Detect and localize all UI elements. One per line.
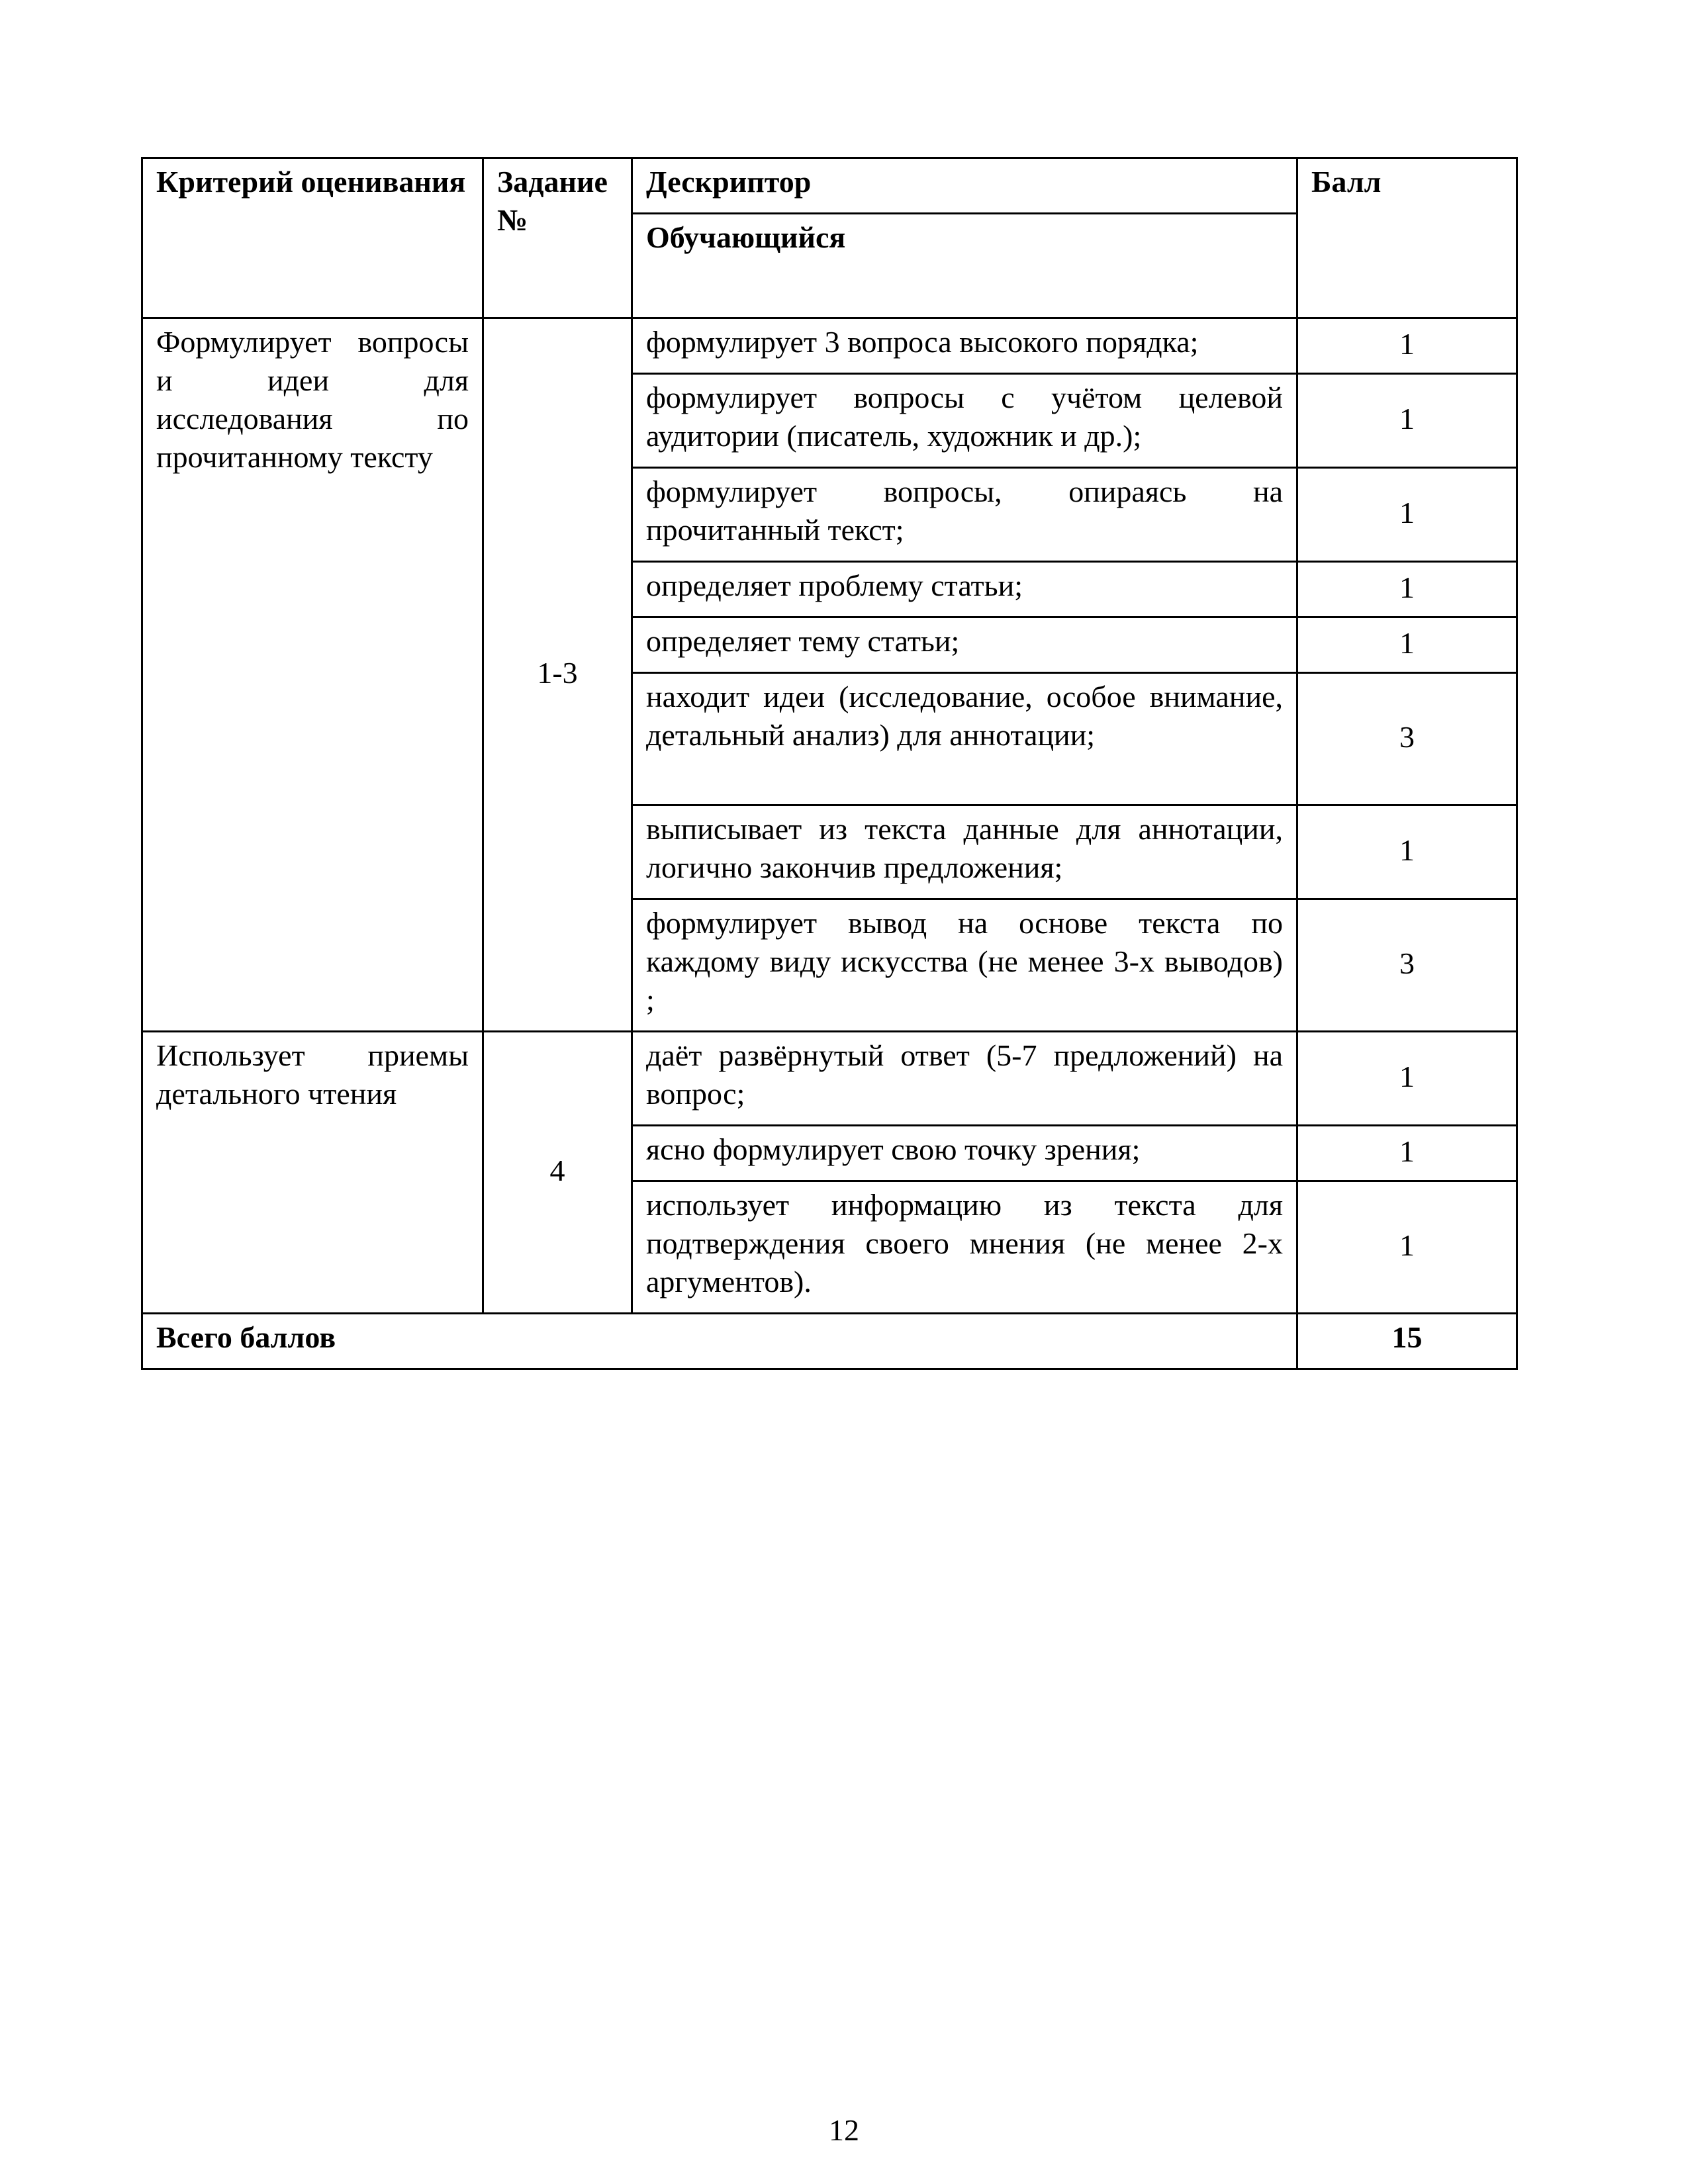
task-number-cell: 4 xyxy=(483,1032,632,1314)
table-row xyxy=(142,318,1517,374)
score-cell: 1 xyxy=(1297,374,1517,468)
page-number: 12 xyxy=(829,2113,859,2147)
descriptor-cell: определяет проблему статьи; xyxy=(632,562,1297,617)
score-cell: 3 xyxy=(1297,899,1517,1032)
score-cell: 1 xyxy=(1297,1126,1517,1181)
descriptor-cell: формулирует 3 вопроса высокого порядка; xyxy=(632,318,1297,374)
criterion-cell: Использует приемы детального чтения xyxy=(142,1032,483,1314)
descriptor-cell: использует информацию из текста для подтверждения своего мнения (не менее 2-х аргументов). xyxy=(632,1181,1297,1314)
descriptor-cell: находит идеи (исследование, особое внимание, детальный анализ) для аннотации; xyxy=(632,673,1297,805)
descriptor-cell: формулирует вывод на основе текста по каждому виду искусства (не менее 3-х выводов) ; xyxy=(632,899,1297,1032)
descriptor-cell: формулирует вопросы с учётом целевой аудитории (писатель, художник и др.); xyxy=(632,374,1297,468)
descriptor-cell: определяет тему статьи; xyxy=(632,617,1297,673)
descriptor-cell: ясно формулирует свою точку зрения; xyxy=(632,1126,1297,1181)
header-criterion: Критерий оценивания xyxy=(142,158,483,318)
score-cell: 3 xyxy=(1297,673,1517,805)
score-cell: 1 xyxy=(1297,1181,1517,1314)
task-number-cell: 1-3 xyxy=(483,318,632,1032)
table-row xyxy=(142,1032,1517,1126)
score-cell: 1 xyxy=(1297,805,1517,899)
total-row xyxy=(142,1314,1517,1369)
header-learner: Обучающийся xyxy=(632,214,1297,318)
header-score: Балл xyxy=(1297,158,1517,318)
score-cell: 1 xyxy=(1297,468,1517,562)
score-cell: 1 xyxy=(1297,562,1517,617)
descriptor-cell: выписывает из текста данные для аннотации, логично закончив предложения; xyxy=(632,805,1297,899)
descriptor-cell: даёт развёрнутый ответ (5-7 предложений) на вопрос; xyxy=(632,1032,1297,1126)
assessment-rubric-table xyxy=(141,157,1518,1370)
total-score: 15 xyxy=(1297,1314,1517,1369)
criterion-cell: Формулирует вопросы и идеи для исследования по прочитанному тексту xyxy=(142,318,483,1032)
header-row xyxy=(142,158,1517,214)
score-cell: 1 xyxy=(1297,1032,1517,1126)
score-cell: 1 xyxy=(1297,617,1517,673)
header-descriptor: Дескриптор xyxy=(632,158,1297,214)
header-task: Задание № xyxy=(483,158,632,318)
descriptor-cell: формулирует вопросы, опираясь на прочитанный текст; xyxy=(632,468,1297,562)
score-cell: 1 xyxy=(1297,318,1517,374)
total-label: Всего баллов xyxy=(142,1314,1297,1369)
